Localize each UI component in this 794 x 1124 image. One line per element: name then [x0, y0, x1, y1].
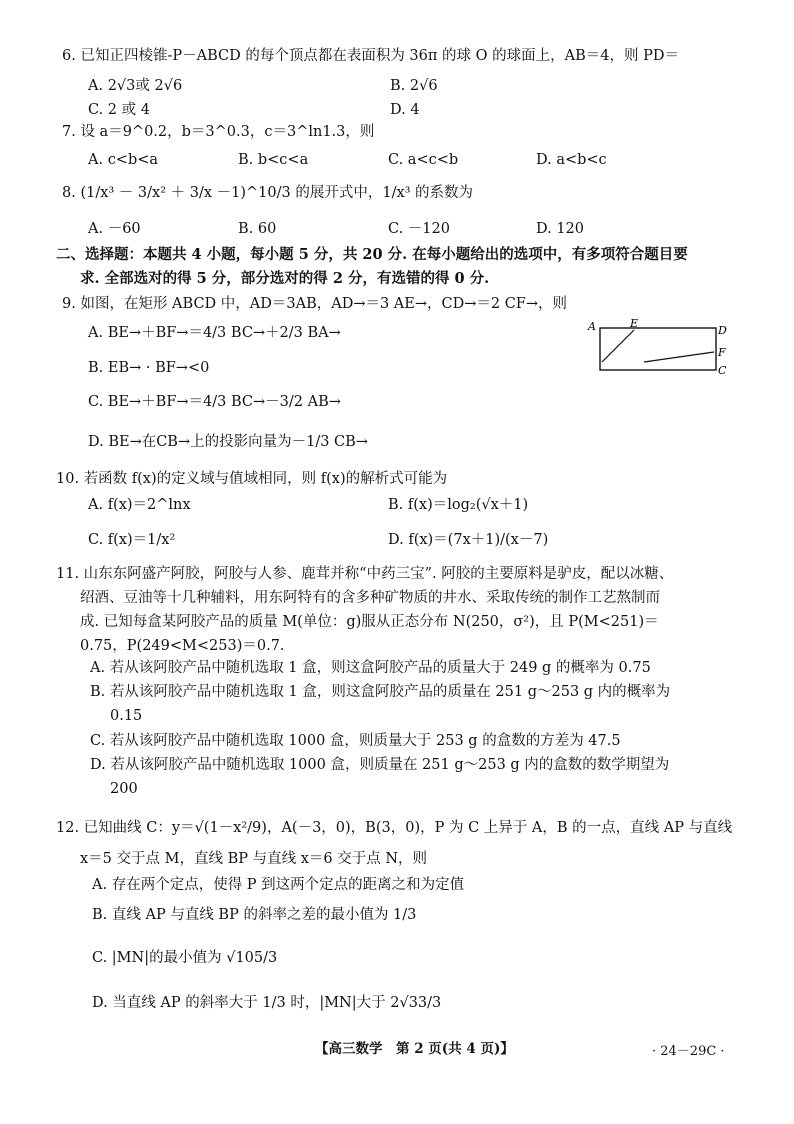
- q11-stem-line1: 11. 山东东阿盛产阿胶，阿胶与人参、鹿茸并称“中药三宝”. 阿胶的主要原料是驴皮，配以冰糖、: [56, 566, 674, 582]
- q9-option-a: A. BE→＋BF→＝4/3 BC→＋2/3 BA→: [88, 325, 341, 341]
- q12-stem-line1: 12. 已知曲线 C：y＝√(1－x²/9)，A(－3，0)，B(3，0)，P 为 C 上异于 A，B 的一点，直线 AP 与直线: [56, 820, 733, 836]
- q9-option-b: B. EB→ · BF→<0: [88, 360, 210, 376]
- section2-heading-line2: 求. 全部选对的得 5 分，部分选对的得 2 分，有选错的得 0 分.: [80, 270, 490, 287]
- q12-option-b: B. 直线 AP 与直线 BP 的斜率之差的最小值为 1/3: [92, 907, 417, 923]
- q7-stem: 7. 设 a＝9^0.2，b＝3^0.3，c＝3^ln1.3，则: [62, 124, 375, 140]
- q8-option-c: C. －120: [388, 221, 450, 237]
- paper-code: · 24－29C ·: [652, 1044, 725, 1059]
- label-d: D: [718, 324, 727, 337]
- q12-option-d: D. 当直线 AP 的斜率大于 1/3 时，|MN|大于 2√33/3: [92, 995, 442, 1011]
- q7-option-d: D. a<b<c: [536, 152, 607, 168]
- q6-stem: 6. 已知正四棱锥-P－ABCD 的每个顶点都在表面积为 36π 的球 O 的球面上，AB＝4，则 PD＝: [62, 48, 679, 64]
- q9-option-c: C. BE→＋BF→＝4/3 BC→－3/2 AB→: [88, 394, 341, 410]
- q7-option-b: B. b<c<a: [238, 152, 309, 168]
- q11-stem-line4: 0.75，P(249<M<253)＝0.7.: [80, 638, 285, 654]
- q6-option-c: C. 2 或 4: [88, 102, 150, 118]
- q10-option-c: C. f(x)＝1/x²: [88, 532, 176, 548]
- q12-option-c: C. |MN|的最小值为 √105/3: [92, 950, 278, 966]
- q10-option-d: D. f(x)＝(7x＋1)/(x－7): [388, 532, 549, 548]
- q11-option-c: C. 若从该阿胶产品中随机选取 1000 盒，则质量大于 253 g 的盒数的方差为 47.5: [90, 733, 621, 749]
- q11-option-d-line2: 200: [110, 781, 138, 797]
- label-c: C: [718, 364, 727, 377]
- q6-option-b: B. 2√6: [390, 78, 438, 94]
- q9-option-d: D. BE→在CB→上的投影向量为－1/3 CB→: [88, 434, 368, 450]
- q11-stem-line2: 绍酒、豆油等十几种辅料，用东阿特有的含多种矿物质的井水、采取传统的制作工艺熬制而: [80, 590, 660, 606]
- section2-heading-line1: 二、选择题：本题共 4 小题，每小题 5 分，共 20 分. 在每小题给出的选项中，有多项符合题目要: [56, 246, 688, 263]
- q6-option-d: D. 4: [390, 102, 420, 118]
- label-e: E: [630, 317, 639, 330]
- q11-option-b-line2: 0.15: [110, 708, 143, 724]
- q6-option-a: A. 2√3或 2√6: [88, 78, 183, 94]
- label-a: A: [588, 320, 596, 333]
- q8-option-d: D. 120: [536, 221, 585, 237]
- q11-option-b-line1: B. 若从该阿胶产品中随机选取 1 盒，则这盒阿胶产品的质量在 251 g～253 g 内的概率为: [90, 684, 671, 700]
- segment-bf: [644, 352, 714, 362]
- q10-option-a: A. f(x)＝2^lnx: [88, 497, 191, 513]
- segment-be: [602, 330, 634, 362]
- q11-option-a: A. 若从该阿胶产品中随机选取 1 盒，则这盒阿胶产品的质量大于 249 g 的概率为 0.75: [90, 660, 651, 676]
- q8-stem: 8. (1/x³ － 3/x² ＋ 3/x －1)^10/3 的展开式中，1/x³ 的系数为: [62, 185, 474, 201]
- q9-stem: 9. 如图，在矩形 ABCD 中，AD＝3AB，AD→＝3 AE→，CD→＝2 CF→，则: [62, 296, 568, 312]
- q12-option-a: A. 存在两个定点，使得 P 到这两个定点的距离之和为定值: [92, 877, 465, 893]
- rectangle-figure: [588, 318, 728, 378]
- q8-option-a: A. －60: [88, 221, 141, 237]
- q7-option-a: A. c<b<a: [88, 152, 159, 168]
- q8-option-b: B. 60: [238, 221, 277, 237]
- rectangle-abcd: [600, 328, 716, 370]
- q12-stem-line2: x＝5 交于点 M，直线 BP 与直线 x＝6 交于点 N，则: [80, 851, 428, 867]
- q10-stem: 10. 若函数 f(x)的定义域与值域相同，则 f(x)的解析式可能为: [56, 471, 448, 487]
- q11-stem-line3: 成. 已知每盒某阿胶产品的质量 M(单位：g)服从正态分布 N(250，σ²)，且 P(M<251)＝: [80, 614, 659, 630]
- q10-option-b: B. f(x)＝log₂(√x＋1): [388, 497, 529, 513]
- q11-option-d-line1: D. 若从该阿胶产品中随机选取 1000 盒，则质量在 251 g～253 g 内的盒数的数学期望为: [90, 757, 670, 773]
- page-footer: 【高三数学 第 2 页(共 4 页)】: [315, 1041, 514, 1057]
- label-f: F: [718, 346, 726, 359]
- q7-option-c: C. a<c<b: [388, 152, 459, 168]
